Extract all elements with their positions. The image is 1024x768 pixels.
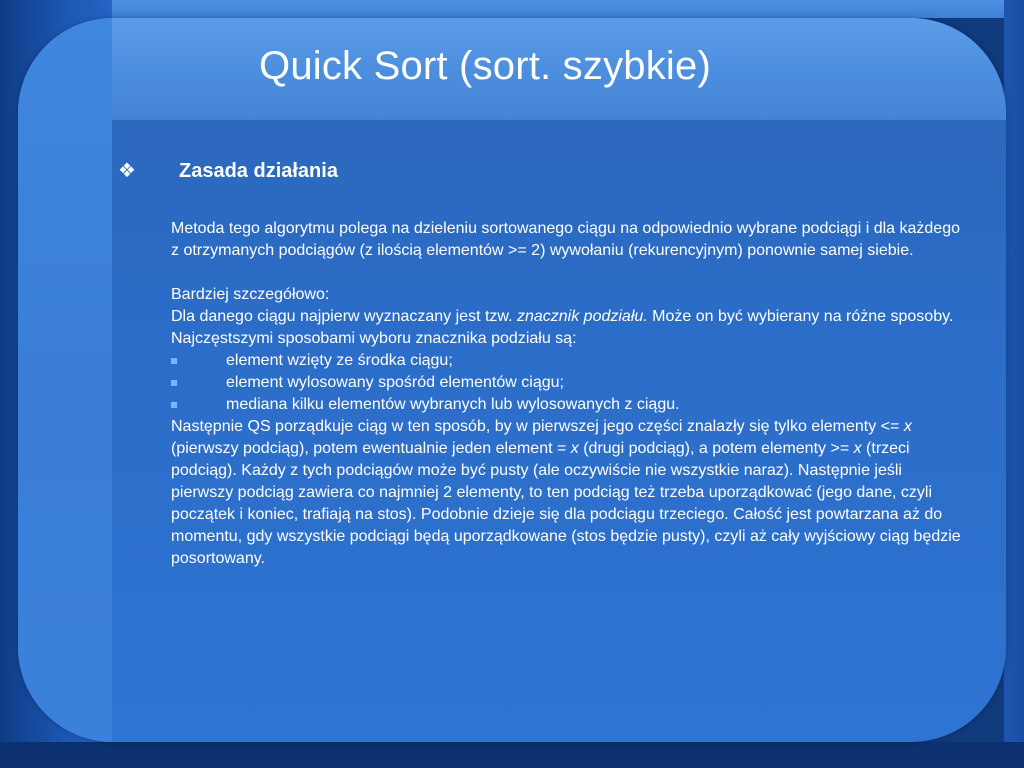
- diamond-bullet-icon: ❖: [118, 160, 136, 182]
- detail-label: Bardziej szczegółowo:: [171, 286, 330, 303]
- list-item-label: element wylosowany spośród elementów ciągu;: [226, 374, 564, 391]
- pivot-text-before: Dla danego ciągu najpierw wyznaczany jest tzw.: [171, 308, 517, 325]
- p2-part-c: (drugi podciąg), a potem elementy >=: [578, 440, 854, 457]
- background-right-band: [1004, 0, 1024, 768]
- p2-part-a: Następnie QS porządkuje ciąg w ten sposób, by w pierwszej jego części znalazły się tylko elementy <=: [171, 418, 904, 435]
- slide-title: Quick Sort (sort. szybkie): [259, 44, 711, 88]
- p2-part-b: (pierwszy podciąg), potem ewentualnie jeden element =: [171, 440, 571, 457]
- partition-paragraph: [171, 416, 961, 570]
- p2-part-d: (trzeci podciąg). Każdy z tych podciągów może być pusty (ale oczywiście nie wszystkie naraz). Następnie jeśli pierwszy podciąg zawiera co najmniej 2 elementy, to ten podciąg też trzeba uporządkować (jego dane, czyli początek i koniec, trafiają na stos). Podobnie dzieje się dla podciągu trzeciego. Całość jest powtarzana aż do momentu, gdy wszystkie podciągi będą uporządkowane (stos będzie pusty), czyli aż cały wyjściowy ciąg będzie posortowany.: [171, 440, 961, 567]
- pivot-term: znacznik podziału.: [516, 308, 648, 325]
- list-item: [171, 350, 961, 372]
- list-item-label: mediana kilku elementów wybranych lub wylosowanych z ciągu.: [226, 396, 680, 413]
- spacer: [171, 262, 961, 284]
- pivot-text-after: Może on być wybierany na różne sposoby. Najczęstszymi sposobami wyboru znacznika podziału są:: [171, 308, 954, 347]
- var-x: x: [903, 418, 912, 435]
- square-bullet-icon: [171, 402, 177, 408]
- background-top-band: [112, 0, 1024, 18]
- section-heading: Zasada działania: [179, 160, 338, 182]
- slide-body: [171, 218, 961, 570]
- intro-paragraph: Metoda tego algorytmu polega na dzieleniu sortowanego ciągu na odpowiednio wybrane podciągi i dla każdego z otrzymanych podciągów (z ilością elementów >= 2) wywołaniu (rekurencyjnym) ponownie samej siebie.: [171, 220, 960, 259]
- list-item-label: element wzięty ze środka ciągu;: [226, 352, 453, 369]
- square-bullet-icon: [171, 358, 177, 364]
- list-item: [171, 372, 961, 394]
- var-x: x: [570, 440, 579, 457]
- square-bullet-icon: [171, 380, 177, 386]
- panel-left-strip: [18, 18, 112, 742]
- background-bottom-band: [0, 742, 1024, 768]
- list-item: [171, 394, 961, 416]
- pivot-paragraph: [171, 306, 961, 350]
- var-x: x: [853, 440, 862, 457]
